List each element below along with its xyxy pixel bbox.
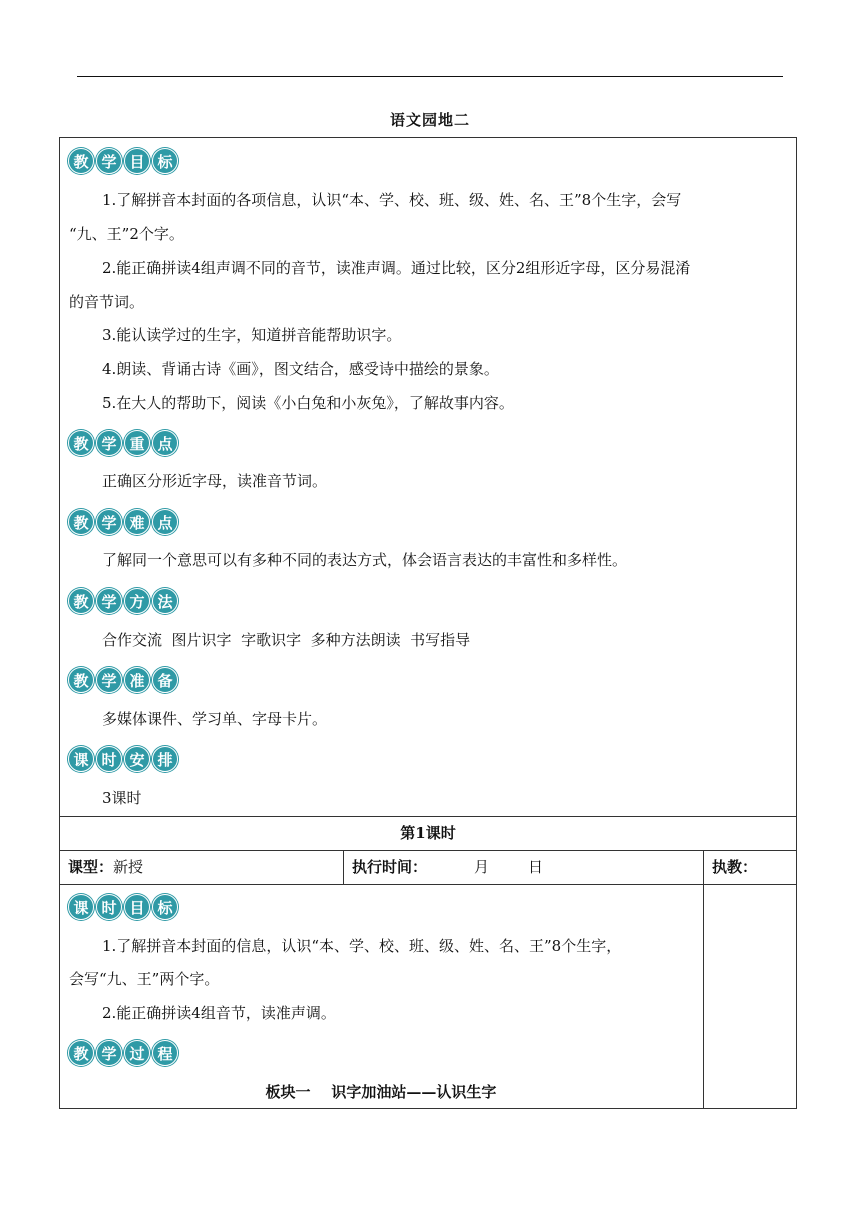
badge-char: 教 <box>68 667 94 693</box>
methods-badge <box>68 588 178 614</box>
objective-line: 5.在大人的帮助下，阅读《小白兔和小灰兔》，了解故事内容。 <box>102 394 514 412</box>
badge-char: 目 <box>124 148 150 174</box>
key-points-text: 正确区分形近字母，读准音节词。 <box>102 472 328 490</box>
objective-line: 4.朗读、背诵古诗《画》，图文结合，感受诗中描绘的景象。 <box>102 360 499 378</box>
schedule-badge <box>68 746 178 772</box>
badge-char: 点 <box>152 509 178 535</box>
preparation-badge <box>68 667 178 693</box>
objective-line: 3.能认读学过的生字，知道拼音能帮助识字。 <box>102 326 402 344</box>
badge-char: 法 <box>152 588 178 614</box>
badge-char: 学 <box>96 667 122 693</box>
page-title: 语文园地二 <box>389 111 470 129</box>
methods-text: 合作交流 图片识字 字歌识字 多种方法朗读 书写指导 <box>102 631 471 649</box>
schedule-text: 3课时 <box>102 789 142 807</box>
badge-char: 点 <box>152 430 178 456</box>
preparation-text: 多媒体课件、学习单、字母卡片。 <box>102 710 328 728</box>
badge-char: 标 <box>152 894 178 920</box>
badge-char: 排 <box>152 746 178 772</box>
month-label: 月 <box>474 858 490 876</box>
lesson-goal-line: 1.了解拼音本封面的信息，认识“本、学、校、班、级、姓、名、王”8个生字， <box>102 937 622 955</box>
execution-time-label: 执行时间： <box>352 858 428 876</box>
badge-char: 标 <box>152 148 178 174</box>
badge-char: 课 <box>68 746 94 772</box>
badge-char: 时 <box>96 746 122 772</box>
header-rule <box>77 76 783 77</box>
badge-char: 学 <box>96 148 122 174</box>
teacher-label: 执教： <box>712 858 758 876</box>
objectives-badge <box>68 148 178 174</box>
lesson-type-label: 课型： <box>68 858 114 876</box>
badge-char: 课 <box>68 894 94 920</box>
badge-char: 备 <box>152 667 178 693</box>
badge-char: 重 <box>124 430 150 456</box>
lesson-plan-table <box>59 137 797 1109</box>
badge-char: 时 <box>96 894 122 920</box>
block-title: 板块一 识字加油站——认识生字 <box>265 1083 497 1101</box>
badge-char: 目 <box>124 894 150 920</box>
badge-char: 教 <box>68 148 94 174</box>
badge-char: 学 <box>96 509 122 535</box>
key-points-badge <box>68 430 178 456</box>
row-divider <box>60 816 796 817</box>
teaching-process-badge <box>68 1040 178 1066</box>
badge-char: 程 <box>152 1040 178 1066</box>
badge-char: 学 <box>96 588 122 614</box>
badge-char: 教 <box>68 430 94 456</box>
row-divider <box>60 884 796 885</box>
lesson-heading: 第1课时 <box>400 824 456 842</box>
badge-char: 准 <box>124 667 150 693</box>
row-divider <box>60 850 796 851</box>
column-divider <box>343 850 344 884</box>
lesson-goal-line: 会写“九、王”两个字。 <box>69 970 220 988</box>
lesson-goal-line: 2.能正确拼读4组音节，读准声调。 <box>102 1004 336 1022</box>
badge-char: 教 <box>68 509 94 535</box>
objective-line: 2.能正确拼读4组声调不同的音节，读准声调。通过比较，区分2组形近字母，区分易混淆 <box>102 259 691 277</box>
lesson-type <box>68 857 143 877</box>
badge-char: 方 <box>124 588 150 614</box>
lesson-type-value: 新授 <box>113 858 144 876</box>
difficulties-text: 了解同一个意思可以有多种不同的表达方式，体会语言表达的丰富性和多样性。 <box>102 551 628 569</box>
objective-line: 1.了解拼音本封面的各项信息，认识“本、学、校、班、级、姓、名、王”8个生字，会写 <box>102 191 682 209</box>
lesson-goals-badge <box>68 894 178 920</box>
badge-char: 过 <box>124 1040 150 1066</box>
column-divider <box>703 850 704 1108</box>
badge-char: 教 <box>68 588 94 614</box>
badge-char: 教 <box>68 1040 94 1066</box>
badge-char: 安 <box>124 746 150 772</box>
objective-line: “九、王”2个字。 <box>69 225 184 243</box>
badge-char: 学 <box>96 430 122 456</box>
badge-char: 学 <box>96 1040 122 1066</box>
badge-char: 难 <box>124 509 150 535</box>
difficulties-badge <box>68 509 178 535</box>
objective-line: 的音节词。 <box>69 293 145 311</box>
day-label: 日 <box>528 858 544 876</box>
